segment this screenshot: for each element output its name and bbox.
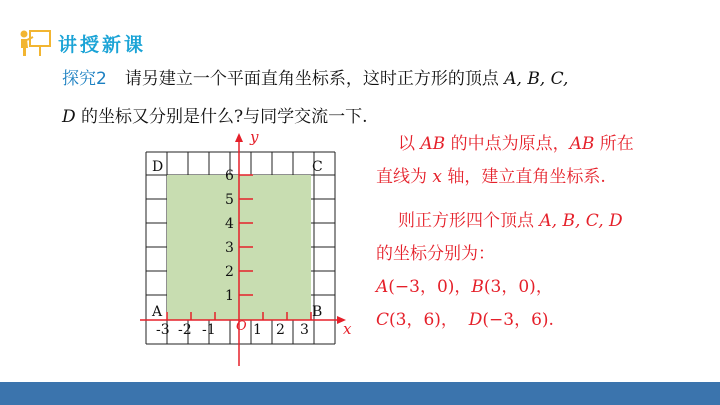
footer-bar — [0, 382, 720, 405]
y-tick-label: 6 — [225, 168, 234, 184]
answer-line-2 — [376, 161, 706, 194]
x-tick-label: 1 — [253, 322, 262, 338]
y-tick-label: 3 — [225, 240, 234, 256]
x-tick-label: 3 — [300, 322, 309, 338]
answer-var: AB — [420, 134, 446, 154]
x-axis-label: x — [343, 320, 352, 338]
x-tick-label: -1 — [202, 322, 216, 338]
question-line-1 — [62, 60, 702, 98]
coord-value: (3，6)， — [389, 310, 458, 330]
coordinate-graph — [0, 128, 360, 368]
question-vars-1: A, B, C, — [504, 69, 569, 89]
coord-value: (3，0)， — [483, 277, 553, 297]
answer-line-3 — [376, 205, 706, 238]
question-text-2: 的坐标又分别是什么?与同学交流一下. — [81, 107, 368, 127]
y-axis-label: y — [250, 128, 259, 146]
section-title: 讲授新课 — [58, 33, 147, 56]
answer-block — [376, 128, 706, 337]
y-tick-label: 1 — [225, 288, 234, 304]
answer-var: x — [432, 167, 442, 187]
vertex-c-label: C — [312, 159, 323, 175]
answer-text: 则正方形四个顶点 — [398, 211, 534, 231]
y-tick-label: 5 — [225, 192, 234, 208]
answer-text: 轴，建立直角坐标系. — [447, 167, 606, 187]
question-tag: 探究2 — [62, 69, 107, 89]
question-var-d: D — [62, 107, 76, 127]
answer-text: 以 — [398, 134, 415, 154]
vertex-b-label: B — [312, 304, 323, 320]
y-tick-label: 4 — [225, 216, 234, 232]
coord-value: (−3，0)， — [388, 277, 472, 297]
answer-line-6 — [376, 304, 706, 337]
coord-label: C — [376, 310, 390, 330]
coord-label: D — [468, 310, 483, 330]
coord-label: B — [471, 277, 484, 297]
answer-text: 的中点为原点， — [450, 134, 570, 154]
answer-var: A, B, C, D — [539, 211, 623, 231]
y-axis-arrow — [235, 133, 243, 142]
origin-label: O — [236, 319, 247, 334]
coord-value: (−3，6). — [482, 310, 554, 330]
question-block — [62, 60, 702, 136]
vertex-d-label: D — [152, 159, 164, 175]
x-tick-label: 2 — [276, 322, 285, 338]
answer-text: 直线为 — [376, 167, 427, 187]
answer-line-1 — [376, 128, 706, 161]
answer-line-4: 的坐标分别为： — [376, 244, 495, 264]
question-text-1: 请另建立一个平面直角坐标系，这时正方形的顶点 — [124, 69, 499, 89]
answer-var: AB — [569, 134, 595, 154]
answer-line-5 — [376, 271, 706, 304]
coord-label: A — [376, 277, 389, 297]
teacher-at-board-icon — [18, 28, 54, 58]
vertex-a-label: A — [152, 304, 163, 320]
x-tick-label: -3 — [156, 322, 170, 338]
answer-text: 所在 — [599, 134, 634, 154]
section-header — [18, 28, 146, 58]
y-tick-label: 2 — [225, 264, 234, 280]
x-tick-label: -2 — [178, 322, 192, 338]
